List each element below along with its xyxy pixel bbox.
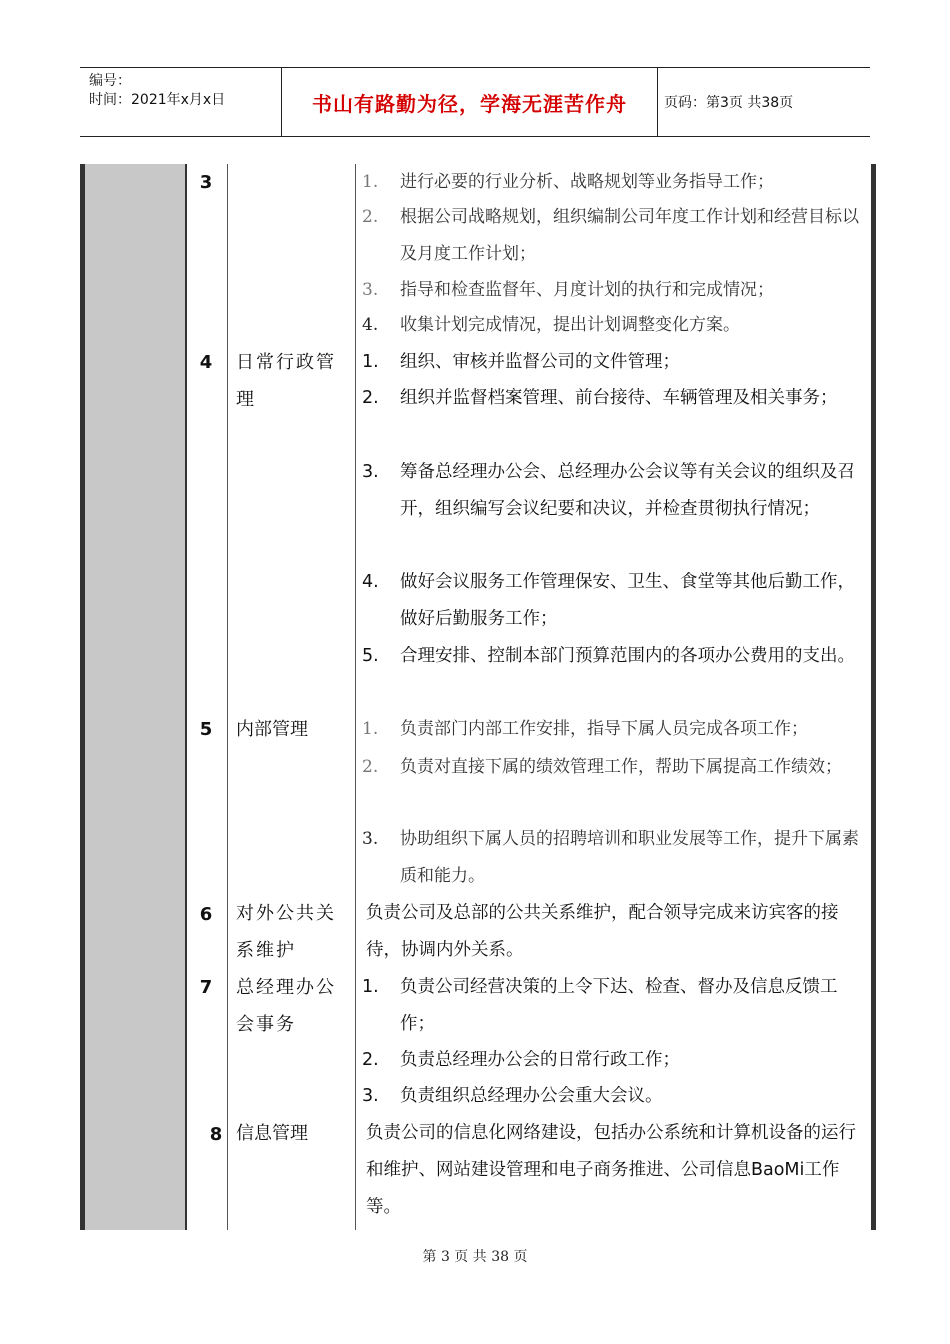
list-item bbox=[362, 821, 866, 895]
list-item bbox=[362, 1078, 866, 1115]
item-marker: 1. bbox=[362, 977, 379, 997]
item-text: 负责部门内部工作安排，指导下属人员完成各项工作； bbox=[400, 719, 808, 739]
item-text: 负责组织总经理办公会重大会议。 bbox=[400, 1086, 663, 1106]
row-title: 信息管理 bbox=[236, 1123, 308, 1144]
row-number: 5 bbox=[199, 719, 213, 740]
item-text: 收集计划完成情况，提出计划调整变化方案。 bbox=[400, 315, 740, 335]
list-item bbox=[362, 1042, 866, 1079]
item-marker: 5. bbox=[362, 646, 379, 666]
item-text: 进行必要的行业分析、战略规划等业务指导工作； bbox=[400, 172, 774, 192]
item-marker: 4. bbox=[362, 572, 379, 592]
item-text: 负责对直接下属的绩效管理工作，帮助下属提高工作绩效； bbox=[400, 757, 842, 777]
row-number: 3 bbox=[199, 172, 213, 193]
list-item bbox=[362, 454, 866, 528]
row-number: 4 bbox=[199, 352, 213, 373]
row-title: 对外公共关系维护 bbox=[236, 903, 336, 961]
row-description: 负责公司及总部的公共关系维护，配合领导完成来访宾客的接待，协调内外关系。 bbox=[366, 903, 839, 960]
item-text: 负责总经理办公会的日常行政工作； bbox=[400, 1050, 680, 1070]
list-item bbox=[362, 272, 866, 309]
list-item bbox=[362, 638, 866, 675]
table-column-divider bbox=[227, 164, 228, 1230]
row-title: 总经理办公会事务 bbox=[236, 977, 336, 1035]
list-item bbox=[362, 199, 866, 273]
item-marker: 2. bbox=[362, 388, 379, 408]
table-shaded-column bbox=[85, 164, 185, 1230]
page-info: 页码：第3页 共38页 bbox=[664, 95, 794, 111]
number-label: 编号： bbox=[89, 73, 131, 89]
row-number: 8 bbox=[209, 1124, 223, 1145]
item-marker: 4. bbox=[362, 315, 379, 335]
list-item bbox=[362, 164, 866, 201]
item-text: 筹备总经理办公会、总经理办公会议等有关会议的组织及召开，组织编写会议纪要和决议，并检查贯彻执行情况； bbox=[400, 462, 855, 519]
date-label: 时间：2021年x月x日 bbox=[89, 92, 226, 108]
item-marker: 1. bbox=[362, 172, 379, 192]
item-text: 组织并监督档案管理、前台接待、车辆管理及相关事务； bbox=[400, 388, 838, 408]
page-header bbox=[80, 67, 870, 137]
list-item bbox=[362, 749, 866, 786]
item-marker: 3. bbox=[362, 462, 379, 482]
list-item bbox=[362, 564, 866, 638]
row-title: 日常行政管理 bbox=[236, 352, 336, 410]
item-marker: 2. bbox=[362, 757, 379, 777]
page-footer: 第 3 页 共 38 页 bbox=[422, 1249, 528, 1265]
table-right-border bbox=[871, 164, 876, 1230]
item-marker: 3. bbox=[362, 280, 379, 300]
row-title: 内部管理 bbox=[236, 719, 308, 740]
item-marker: 3. bbox=[362, 829, 379, 849]
item-text: 指导和检查监督年、月度计划的执行和完成情况； bbox=[400, 280, 774, 300]
table-column-divider bbox=[185, 164, 187, 1230]
item-marker: 1. bbox=[362, 719, 379, 739]
item-text: 根据公司战略规划，组织编制公司年度工作计划和经营目标以及月度工作计划； bbox=[400, 207, 859, 264]
row-number: 7 bbox=[199, 977, 213, 998]
row-number: 6 bbox=[199, 904, 213, 925]
item-marker: 1. bbox=[362, 352, 379, 372]
list-item bbox=[362, 307, 866, 344]
table-column-divider bbox=[355, 164, 356, 1230]
list-item bbox=[362, 380, 866, 417]
item-text: 合理安排、控制本部门预算范围内的各项办公费用的支出。 bbox=[400, 646, 855, 666]
item-marker: 2. bbox=[362, 1050, 379, 1070]
item-marker: 2. bbox=[362, 207, 379, 227]
row-description: 负责公司的信息化网络建设，包括办公系统和计算机设备的运行和维护、网站建设管理和电子商务推进、公司信息BaoMi工作等。 bbox=[366, 1123, 856, 1217]
item-text: 负责公司经营决策的上令下达、检查、督办及信息反馈工作； bbox=[400, 977, 838, 1034]
item-marker: 3. bbox=[362, 1086, 379, 1106]
item-text: 组织、审核并监督公司的文件管理； bbox=[400, 352, 680, 372]
motto: 书山有路勤为径，学海无涯苦作舟 bbox=[282, 68, 658, 136]
list-item bbox=[362, 969, 866, 1043]
list-item bbox=[362, 711, 866, 748]
item-text: 协助组织下属人员的招聘培训和职业发展等工作，提升下属素质和能力。 bbox=[400, 829, 859, 886]
header-meta bbox=[80, 68, 282, 136]
list-item bbox=[362, 344, 866, 381]
item-text: 做好会议服务工作管理保安、卫生、食堂等其他后勤工作，做好后勤服务工作； bbox=[400, 572, 855, 629]
